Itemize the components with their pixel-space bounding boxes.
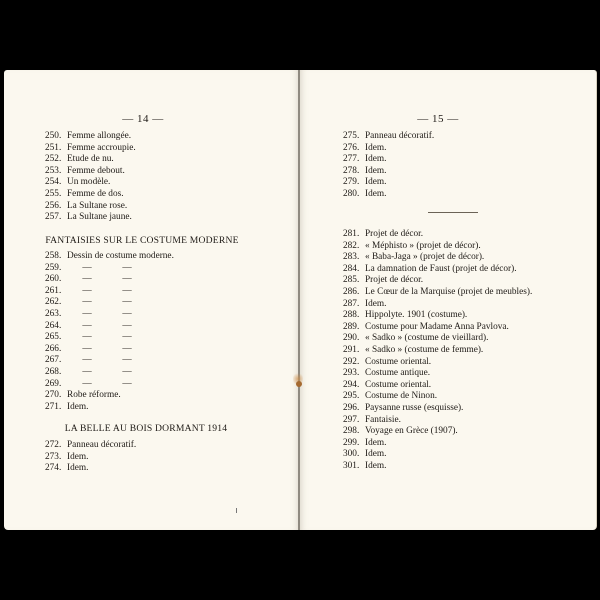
list-item: 270. Robe réforme.: [45, 390, 121, 401]
list-item: 260. — —: [45, 274, 132, 285]
list-item: 255. Femme de dos.: [45, 188, 124, 199]
pencil-mark: [236, 508, 237, 513]
list-item: 280. Idem.: [343, 188, 387, 199]
entries-list-costume-moderne: [45, 251, 174, 413]
list-item: 288. Hippolyte. 1901 (costume).: [343, 310, 468, 321]
list-item: 254. Un modèle.: [45, 177, 111, 188]
list-item: 262. — —: [45, 297, 132, 308]
list-item: 256. La Sultane rose.: [45, 200, 128, 211]
list-item: 272. Panneau décoratif.: [45, 440, 137, 450]
list-item: 279. Idem.: [343, 177, 387, 188]
list-item: 275. Panneau décoratif.: [343, 131, 435, 141]
list-item: 251. Femme accroupie.: [45, 142, 136, 153]
entries-list-left-top: [45, 131, 136, 224]
list-item: 287. Idem.: [343, 298, 387, 309]
list-item: 295. Costume de Ninon.: [343, 391, 438, 402]
section-heading-belle-au-bois-dormant: LA BELLE AU BOIS DORMANT 1914: [64, 423, 228, 434]
section-divider-rule: [428, 212, 478, 213]
list-item: 252. Etude de nu.: [45, 154, 114, 165]
list-item: 278. Idem.: [343, 165, 387, 176]
list-item: 296. Paysanne russe (esquisse).: [343, 402, 464, 413]
list-item: 291. « Sadko » (costume de femme).: [343, 344, 484, 355]
page-number-left: — 14 —: [122, 113, 164, 125]
list-item: 257. La Sultane jaune.: [45, 212, 132, 223]
list-item: 300. Idem.: [343, 449, 387, 460]
entries-list-right-top: [343, 131, 434, 201]
list-item: 266. — —: [45, 343, 132, 354]
list-item: 261. — —: [45, 285, 132, 296]
list-item: 277. Idem.: [343, 154, 387, 165]
list-item: 283. « Baba-Jaga » (projet de décor).: [343, 252, 485, 263]
foxing-spot: [296, 381, 302, 387]
list-item: 290. « Sadko » (costume de vieillard).: [343, 333, 489, 344]
list-item: 299. Idem.: [343, 437, 387, 448]
section-heading-costume-moderne: FANTAISIES SUR LE COSTUME MODERNE: [45, 235, 239, 246]
page-number-right: — 15 —: [417, 113, 459, 125]
list-item: 267. — —: [45, 355, 132, 366]
list-item: 286. Le Cœur de la Marquise (projet de meubles).: [343, 286, 533, 297]
list-item: 273. Idem.: [45, 451, 89, 462]
list-item: 276. Idem.: [343, 142, 387, 153]
list-item: 294. Costume oriental.: [343, 379, 432, 390]
list-item: 274. Idem.: [45, 463, 89, 474]
list-item: 285. Projet de décor.: [343, 275, 424, 286]
list-item: 250. Femme allongée.: [45, 131, 132, 141]
list-item: 301. Idem.: [343, 460, 387, 471]
book-spine: [298, 70, 300, 530]
list-item: 297. Fantaisie.: [343, 414, 401, 425]
list-item: 264. — —: [45, 320, 132, 331]
list-item: 258. Dessin de costume moderne.: [45, 251, 174, 261]
list-item: 293. Costume antique.: [343, 368, 431, 379]
entries-list-belle-au-bois-dormant: [45, 440, 136, 475]
list-item: 268. — —: [45, 366, 132, 377]
entries-list-right-bottom: [343, 229, 532, 472]
list-item: 269. — —: [45, 378, 132, 389]
list-item: 259. — —: [45, 262, 132, 273]
list-item: 263. — —: [45, 308, 132, 319]
list-item: 292. Costume oriental.: [343, 356, 432, 367]
list-item: 282. « Méphisto » (projet de décor).: [343, 240, 481, 251]
list-item: 284. La damnation de Faust (projet de décor).: [343, 263, 517, 274]
list-item: 281. Projet de décor.: [343, 229, 424, 239]
list-item: 289. Costume pour Madame Anna Pavlova.: [343, 321, 509, 332]
list-item: 253. Femme debout.: [45, 165, 125, 176]
list-item: 265. — —: [45, 332, 132, 343]
list-item: 298. Voyage en Grèce (1907).: [343, 426, 458, 437]
list-item: 271. Idem.: [45, 401, 89, 412]
